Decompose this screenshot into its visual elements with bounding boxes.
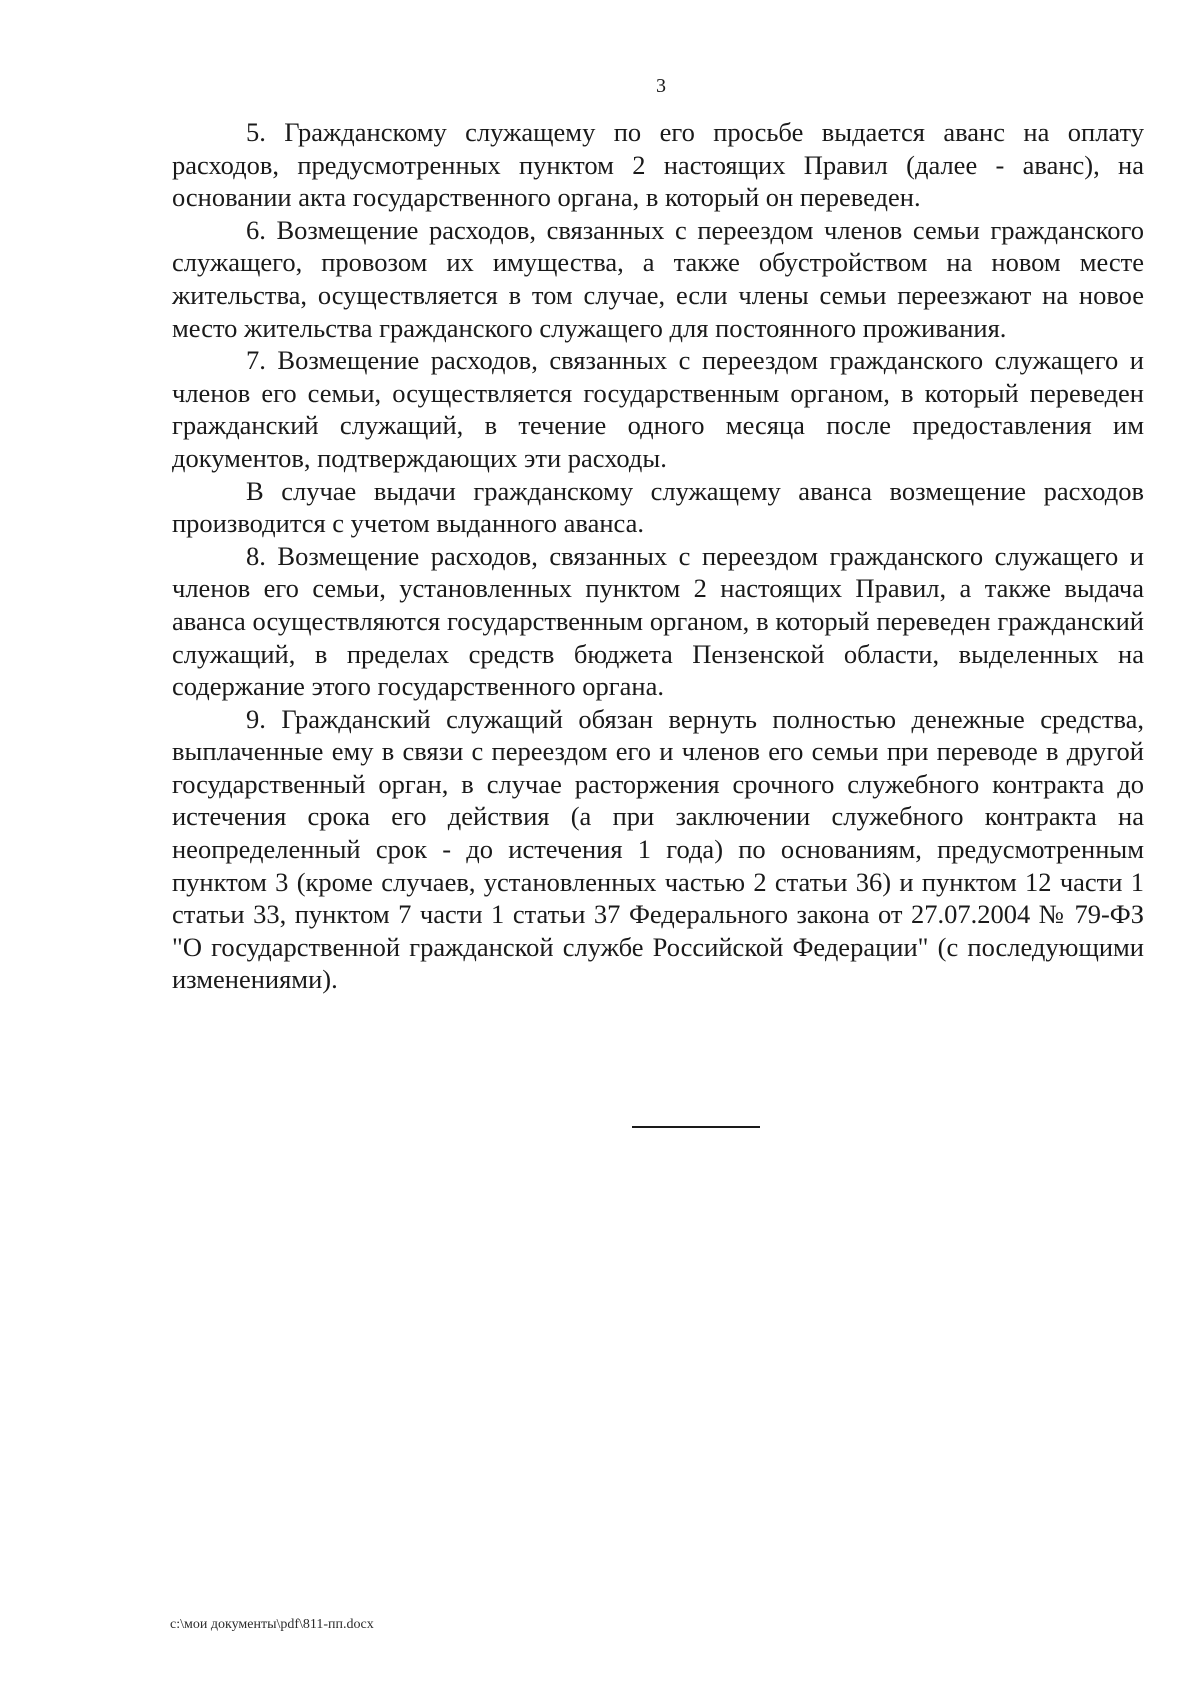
paragraph-7-reimbursement-timing: 7. Возмещение расходов, связанных с переездом гражданского служащего и членов его семьи, осуществляется государственным органом, в который переведен гражданский служащий, в течение одного месяца после предоставления им документов, подтверждающих эти расходы. <box>172 345 1144 473</box>
paragraph-7-advance-note: В случае выдачи гражданскому служащему аванса возмещение расходов производится с учетом выданного аванса. <box>172 475 1144 539</box>
paragraph-6-family-relocation: 6. Возмещение расходов, связанных с переездом членов семьи гражданского служащего, провозом их имущества, а также обустройством на новом месте жительства, осуществляется в том случае, если члены семьи переезжают на новое место жительства гражданского служащего для постоянного проживания. <box>172 214 1144 343</box>
paragraph-8-funding: 8. Возмещение расходов, связанных с переездом гражданского служащего и членов его семьи, установленных пунктом 2 настоящих Правил, а также выдача аванса осуществляются государственным органом, в который переведен гражданский служащий, в пределах средств бюджета Пензенской области, выделенных на содержание этого государственного органа. <box>172 540 1144 702</box>
document-body <box>172 116 1144 996</box>
page-number: 3 <box>656 75 666 97</box>
paragraph-5-advance: 5. Гражданскому служащему по его просьбе выдается аванс на оплату расходов, предусмотренных пунктом 2 настоящих Правил (далее - аванс), на основании акта государственного органа, в который он переведен. <box>172 117 1144 213</box>
end-of-text-rule <box>632 1126 760 1128</box>
paragraph-9-refund: 9. Гражданский служащий обязан вернуть полностью денежные средства, выплаченные ему в связи с переездом его и членов его семьи при переводе в другой государственный орган, в случае расторжения срочного служебного контракта до истечения срока его действия (а при заключении служебного контракта на неопределенный срок - до истечения 1 года) по основаниям, предусмотренным пунктом 3 (кроме случаев, установленных частью 2 статьи 36) и пунктом 12 части 1 статьи 33, пунктом 7 части 1 статьи 37 Федерального закона от 27.07.2004 № 79-ФЗ "О государственной гражданской службе Российской Федерации" (с последующими изменениями). <box>172 703 1144 995</box>
footer-file-path: c:\мои документы\pdf\811-пп.docx <box>170 1617 374 1632</box>
